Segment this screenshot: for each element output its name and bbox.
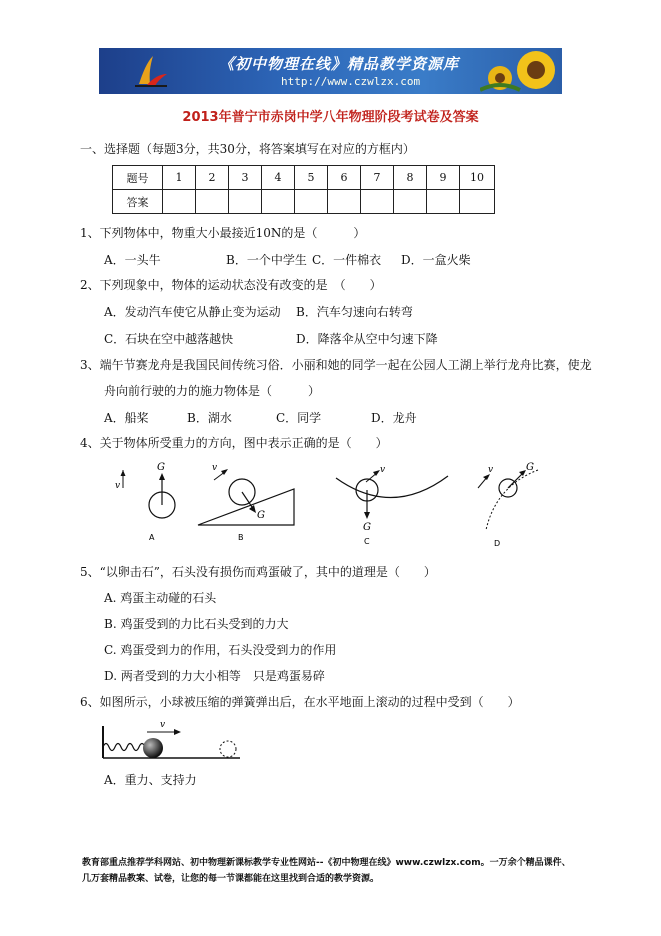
question-5-option-b: B. 鸡蛋受到的力比石头受到的力大: [104, 617, 289, 631]
figure-b-velocity-label: v: [212, 463, 218, 473]
question-3-stem-line1: 3、端午节赛龙舟是我国民间传统习俗．小丽和她的同学一起在公园人工湖上举行龙舟比赛，使龙: [80, 358, 592, 372]
question-6-stem: 6、如图所示，小球被压缩的弹簧弹出后，在水平地面上滚动的过程中受到（ ）: [80, 695, 520, 709]
figure-d-label: D: [494, 539, 501, 548]
question-2-option-a: A．发动汽车使它从静止变为运动: [104, 305, 281, 319]
answer-cell[interactable]: [163, 190, 196, 214]
table-header-label: 题号: [113, 166, 163, 190]
figure-d-force-label: G: [526, 462, 534, 473]
table-number-cell: 1: [163, 166, 196, 190]
question-6-option-a: A．重力、支持力: [104, 773, 197, 787]
figure-d-velocity-label: v: [488, 465, 494, 475]
banner-url[interactable]: http://www.czwlzx.com: [281, 75, 421, 88]
answer-cell[interactable]: [394, 190, 427, 214]
figure-c-velocity-label: v: [380, 465, 386, 475]
table-number-cell: 3: [229, 166, 262, 190]
document-title: 2013年普宁市赤岗中学八年物理阶段考试卷及答案: [182, 110, 479, 125]
question-3-option-d: D．龙舟: [371, 411, 417, 425]
question-3-stem-line2: 舟向前行驶的力的施力物体是（ ）: [104, 384, 321, 398]
table-number-cell: 6: [328, 166, 361, 190]
header-banner: [99, 48, 562, 94]
answer-cell[interactable]: [196, 190, 229, 214]
figure-c-label: C: [364, 537, 370, 546]
figure-c: [332, 458, 452, 548]
answer-cell[interactable]: [295, 190, 328, 214]
table-row: [113, 166, 495, 190]
answer-cell[interactable]: [229, 190, 262, 214]
table-number-cell: 2: [196, 166, 229, 190]
figure-b: [196, 458, 298, 543]
answer-cell[interactable]: [460, 190, 495, 214]
answer-cell[interactable]: [328, 190, 361, 214]
figure-b-force-label: G: [257, 510, 265, 521]
question-2-option-d: D．降落伞从空中匀速下降: [296, 332, 438, 346]
figure-a-velocity-label: v: [115, 481, 121, 491]
question-2-option-c: C．石块在空中越落越快: [104, 332, 234, 346]
table-number-cell: 9: [427, 166, 460, 190]
table-answer-label: 答案: [113, 190, 163, 214]
figure-c-force-label: G: [363, 522, 371, 533]
figure-a-label: A: [149, 533, 155, 542]
question-5-option-d: D. 两者受到的力大小相等 只是鸡蛋易碎: [104, 669, 325, 683]
question-4-stem: 4、关于物体所受重力的方向，图中表示正确的是（ ）: [80, 436, 388, 450]
question-1-option-a: A．一头牛: [104, 253, 161, 267]
sunflower-icon: [480, 50, 558, 92]
figure-b-label: B: [238, 533, 244, 542]
table-number-cell: 4: [262, 166, 295, 190]
answer-cell[interactable]: [361, 190, 394, 214]
question-3-option-a: A．船桨: [104, 411, 149, 425]
question-1-stem: 1、下列物体中，物重大小最接近10N的是（ ）: [80, 226, 366, 240]
table-number-cell: 10: [460, 166, 495, 190]
figure-a-force-label: G: [157, 462, 165, 473]
footer-line-2: 几万套精品教案、试卷，让您的每一节课都能在这里找到合适的教学资源。: [82, 874, 380, 884]
question-5-stem: 5、“以卵击石”，石头没有损伤而鸡蛋破了，其中的道理是（ ）: [80, 565, 436, 579]
answer-cell[interactable]: [427, 190, 460, 214]
answer-table: [112, 165, 495, 214]
table-number-cell: 8: [394, 166, 427, 190]
question-2-option-b: B．汽车匀速向右转弯: [296, 305, 413, 319]
site-logo-icon: [133, 54, 169, 88]
question-5-option-c: C. 鸡蛋受到力的作用，石头没受到力的作用: [104, 643, 337, 657]
banner-title: 《初中物理在线》精品教学资源库: [219, 55, 460, 73]
question-5-option-a: A. 鸡蛋主动碰的石头: [104, 591, 217, 605]
question-1-option-b: B．一个中学生: [226, 253, 307, 267]
figure-a: [115, 458, 190, 543]
section-heading: 一、选择题（每题3分，共30分，将答案填写在对应的方框内）: [80, 142, 415, 156]
table-number-cell: 7: [361, 166, 394, 190]
table-number-cell: 5: [295, 166, 328, 190]
table-row: [113, 190, 495, 214]
figure-d: [468, 458, 548, 548]
figure-spring-ball: [102, 712, 242, 760]
figure-spring-velocity-label: v: [160, 720, 166, 730]
question-1-option-c: C．一件棉衣: [312, 253, 382, 267]
question-3-option-c: C．同学: [276, 411, 322, 425]
question-3-option-b: B．湖水: [187, 411, 232, 425]
answer-cell[interactable]: [262, 190, 295, 214]
question-1-option-d: D．一盒火柴: [401, 253, 471, 267]
question-2-stem: 2、下列现象中，物体的运动状态没有改变的是 （ ）: [80, 278, 382, 292]
footer-line-1: 教育部重点推荐学科网站、初中物理新课标教学专业性网站--《初中物理在线》www.czwlzx.com。一万余个精品课件、: [82, 858, 571, 868]
page-footer: [82, 855, 602, 887]
